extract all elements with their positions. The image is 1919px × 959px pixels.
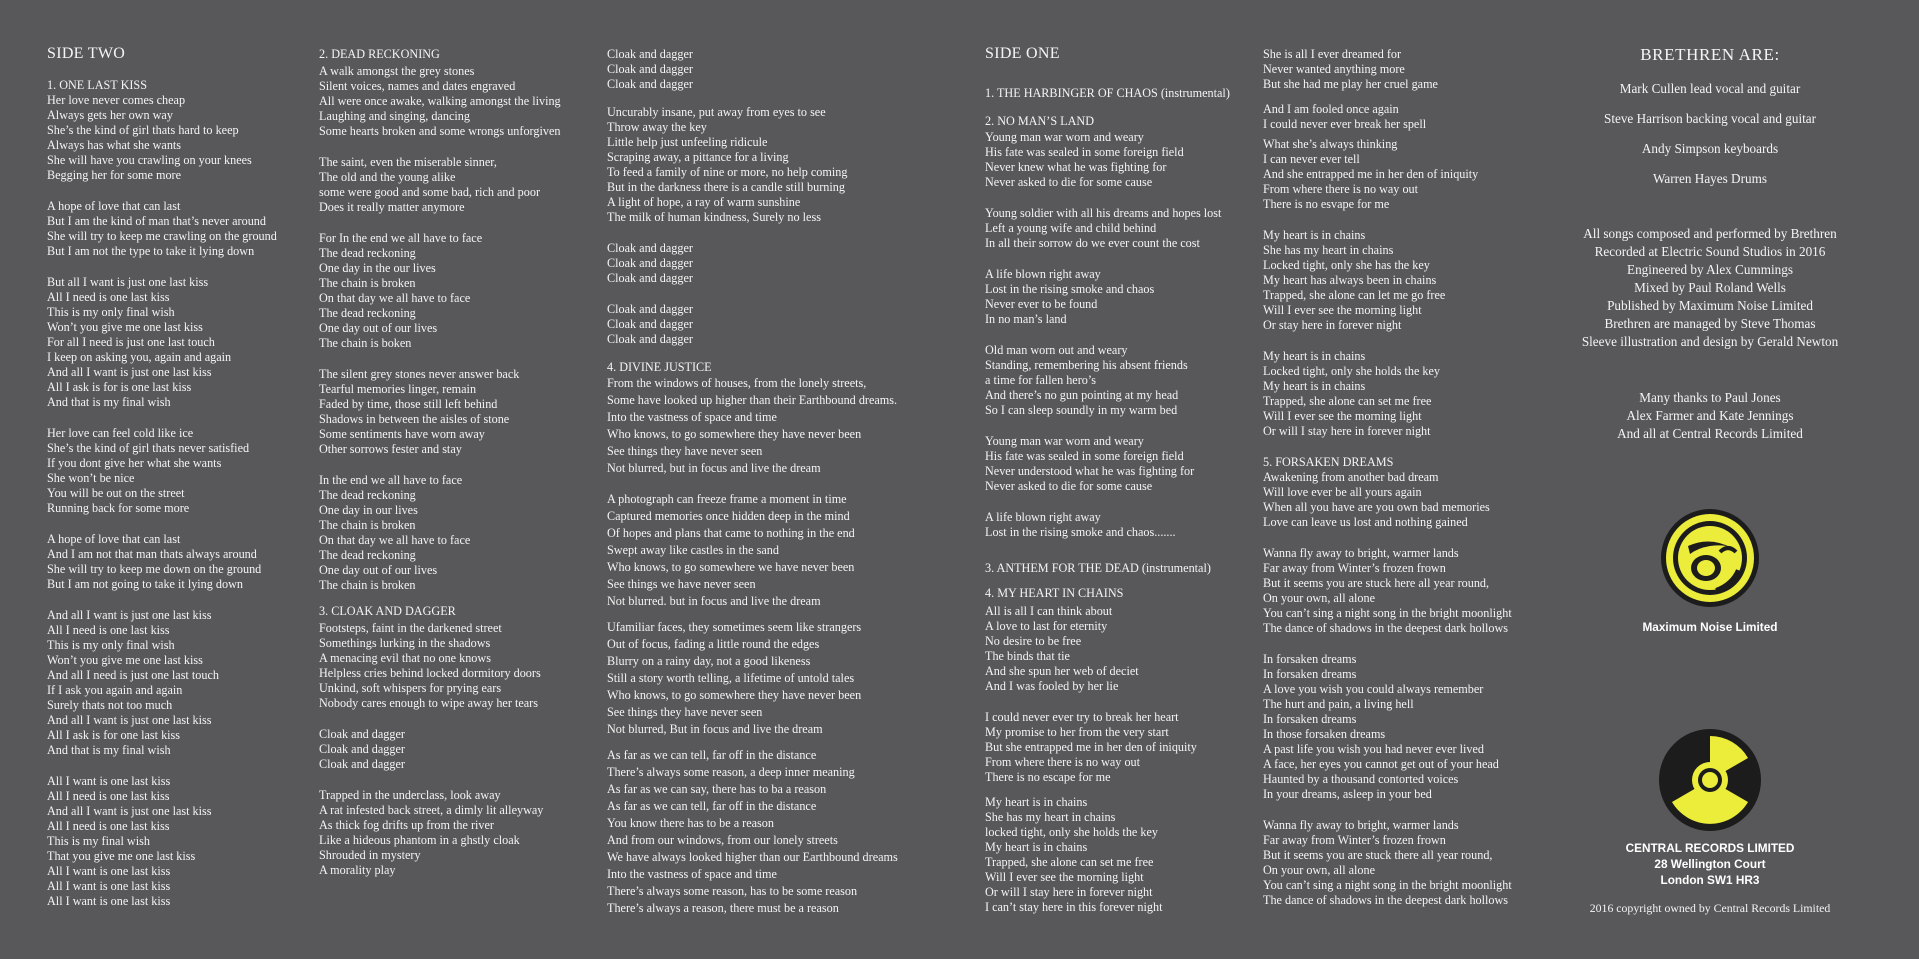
credit-line: Mixed by Paul Roland Wells [1634,280,1786,295]
lyric-line: Not blurred, But in focus and live the dream [607,722,823,736]
lyric-line: Blurry on a rainy day, not a good likeness [607,654,811,668]
lyric-line: My heart is in chains [985,795,1088,809]
lyric-line: But I am not going to take it lying down [47,577,243,591]
lyric-line: All is all I can think about [985,604,1113,618]
lyric-line: I could never ever try to break her heart [985,710,1179,724]
lyric-line: She’s the kind of girl thats never satisfied [47,441,250,455]
lyric-line: Not blurred, but in focus and live the dream [607,461,821,475]
lyric-line: When all you have are you own bad memories [1263,500,1490,514]
lyric-line: The dance of shadows in the deepest dark hollows [1263,621,1509,635]
lyric-line: But it seems you are stuck here all year round, [1263,576,1490,590]
lyric-line: One day out of our lives [319,321,438,335]
lyric-line: 5. FORSAKEN DREAMS [1263,455,1394,469]
lyric-line: Some sentiments have worn away [319,427,485,441]
lyric-line: The binds that tie [985,649,1070,663]
lyric-line: All I want is one last kiss [47,774,171,788]
lyric-line: A life blown right away [985,267,1101,281]
lyric-line: On your own, all alone [1263,863,1376,877]
lyric-line: The hurt and pain, a living hell [1263,697,1414,711]
lyric-line: Her love never comes cheap [47,93,186,107]
lyric-line: In no man’s land [985,312,1067,326]
vinyl-record-icon [1658,728,1762,832]
lyric-line: A hope of love that can last [47,199,181,213]
lyric-line: One day in our lives [319,503,418,517]
lyric-line: And she spun her web of deciet [985,664,1139,678]
lyric-line: A hope of love that can last [47,532,181,546]
lyric-line: A menacing evil that no one knows [319,651,491,665]
lyric-line: Some hearts broken and some wrongs unforgiven [319,124,561,138]
lyric-line: Out of focus, fading a little round the edges [607,637,820,651]
lyric-line: The chain is boken [319,336,412,350]
credit-line: Published by Maximum Noise Limited [1607,298,1813,313]
lyric-line: To feed a family of nine or more, no help coming [607,165,848,179]
lyric-line: Of hopes and plans that came to nothing in the end [607,526,855,540]
lyric-line: From where there is no way out [1263,182,1419,196]
lyric-line: In those forsaken dreams [1263,727,1386,741]
lyric-line: This is my only final wish [47,638,175,652]
lyric-line: A morality play [319,863,396,877]
lyric-line: Haunted by a thousand contorted voices [1263,772,1459,786]
lyric-line: Cloak and dagger [319,757,405,771]
lyric-line: My heart is in chains [985,840,1088,854]
lyric-line: Never knew what he was fighting for [985,160,1167,174]
lyric-line: Silent voices, names and dates engraved [319,79,516,93]
lyric-line: For all I need is just one last touch [47,335,215,349]
lyric-line: All I ask is for is one last kiss [47,380,192,394]
lyric-line: She will have you crawling on your knees [47,153,252,167]
lyric-line: Never understood what he was fighting for [985,464,1195,478]
lyric-line: His fate was sealed in some foreign field [985,145,1184,159]
lyric-line: 2. DEAD RECKONING [319,47,440,61]
lyric-line: Locked tight, only she has the key [1263,258,1430,272]
lyric-line: Trapped in the underclass, look away [319,788,501,802]
lyric-line: All I need is one last kiss [47,789,170,803]
lyric-line: Cloak and dagger [607,332,693,346]
lyric-line: For In the end we all have to face [319,231,483,245]
lyric-line: But in the darkness there is a candle still burning [607,180,845,194]
lyric-line: Or stay here in forever night [1263,318,1402,332]
lyric-line: The silent grey stones never answer back [319,367,520,381]
lyric-line: Young soldier with all his dreams and hopes lost [985,206,1222,220]
lyric-line: Young man war worn and weary [985,434,1144,448]
central-records-address [1555,840,1865,888]
lyric-line: If I ask you again and again [47,683,183,697]
lyric-line: Cloak and dagger [607,256,693,270]
lyric-line: All I want is one last kiss [47,864,171,878]
lyric-line: Cloak and dagger [607,317,693,331]
lyric-line: Will I ever see the morning light [1263,303,1422,317]
lyric-line: She will try to keep me crawling on the ground [47,229,277,243]
lyric-line: Ufamiliar faces, they sometimes seem like strangers [607,620,862,634]
lyric-line: The chain is broken [319,518,416,532]
lyric-line: 4. MY HEART IN CHAINS [985,586,1124,600]
lyric-line: Never wanted anything more [1263,62,1405,76]
lyric-line: Begging her for some more [47,168,182,182]
lyric-line: All I need is one last kiss [47,623,170,637]
lyric-line: My heart has always been in chains [1263,273,1437,287]
lyric-line: Other sorrows fester and stay [319,442,462,456]
lyric-line: From the windows of houses, from the lonely streets, [607,376,867,390]
lyric-line: 1. THE HARBINGER OF CHAOS (instrumental) [985,86,1230,100]
lyric-line: And all I need is just one last touch [47,668,219,682]
lyric-line: Never asked to die for some cause [985,175,1153,189]
lyric-line: Who knows, to go somewhere we have never been [607,560,855,574]
lyric-line: Love can leave us lost and nothing gained [1263,515,1468,529]
lyric-line: My heart is in chains [1263,379,1366,393]
lyric-line: A past life you wish you had never ever lived [1263,742,1485,756]
lyric-line: As far as we can tell, far off in the distance [607,799,817,813]
lyric-line: All were once awake, walking amongst the living [319,94,561,108]
lyric-line: In forsaken dreams [1263,652,1357,666]
lyric-line: some were good and some bad, rich and poor [319,185,541,199]
lyric-line: On that day we all have to face [319,291,471,305]
lyric-line: Never ever to be found [985,297,1098,311]
lyric-line: locked tight, only she holds the key [985,825,1158,839]
lyric-line: She has my heart in chains [1263,243,1394,257]
credit-line: Sleeve illustration and design by Gerald Newton [1581,334,1839,349]
lyric-line: The dead reckoning [319,246,416,260]
central-records-name: CENTRAL RECORDS LIMITED [1625,841,1795,855]
lyric-line: My promise to her from the very start [985,725,1169,739]
lyric-line: There’s always some reason, a deep inner meaning [607,765,855,779]
band-member-line: Warren Hayes Drums [1653,171,1767,186]
lyric-line: She is all I ever dreamed for [1263,47,1402,61]
band-member-line: Mark Cullen lead vocal and guitar [1619,81,1801,96]
lyric-line: All I need is one last kiss [47,819,170,833]
lyric-line: All I ask is for one last kiss [47,728,181,742]
lyric-line: There is no escape for me [985,770,1111,784]
lyric-line: And all I want is just one last kiss [47,608,212,622]
lyric-line: So I can sleep soundly in my warm bed [985,403,1178,417]
lyric-line: Running back for some more [47,501,190,515]
credit-line: Recorded at Electric Sound Studios in 2016 [1594,244,1826,259]
lyric-line: A love you wish you could always remember [1263,682,1484,696]
lyric-line: Her love can feel cold like ice [47,426,194,440]
lyric-line: Swept away like castles in the sand [607,543,779,557]
lyric-line: This is my final wish [47,834,150,848]
lyric-line: On that day we all have to face [319,533,471,547]
lyric-line: And that is my final wish [47,743,171,757]
lyric-line: Will love ever be all yours again [1263,485,1422,499]
lyric-line: Trapped, she alone can set me free [1263,394,1432,408]
central-records-logo [1555,728,1865,832]
lyric-line: And all I want is just one last kiss [47,365,212,379]
lyric-line: All I want is one last kiss [47,894,171,908]
lyric-line: In forsaken dreams [1263,667,1357,681]
lyric-line: The dead reckoning [319,548,416,562]
maximum-noise-logo [1555,508,1865,634]
lyric-line: Always gets her own way [47,108,173,122]
lyric-line: Does it really matter anymore [319,200,465,214]
lyric-line: Far away from Winter’s frozen frown [1263,833,1446,847]
lyric-line: Wanna fly away to bright, warmer lands [1263,546,1459,560]
lyric-line: Will I ever see the morning light [1263,409,1422,423]
lyric-line: But she entrapped me in her den of iniquity [985,740,1197,754]
lyric-line: The milk of human kindness, Surely no less [607,210,821,224]
side-two-title: SIDE TWO [47,45,126,62]
lyric-line: Who knows, to go somewhere they have never been [607,688,862,702]
lyric-line: My heart is in chains [1263,349,1366,363]
lyric-line: 3. CLOAK AND DAGGER [319,604,456,618]
brethren-title: BRETHREN ARE: [1640,45,1780,64]
credit-line: All songs composed and performed by Brethren [1583,226,1837,241]
lyric-line: One day in the our lives [319,261,436,275]
lyric-line: Lost in the rising smoke and chaos [985,282,1155,296]
lyric-line: Far away from Winter’s frozen frown [1263,561,1446,575]
lyric-line: And there’s no gun pointing at my head [985,388,1179,402]
lyric-line: Throw away the key [607,120,707,134]
lyric-line: A life blown right away [985,510,1101,524]
lyric-line: We have always looked higher than our Earthbound dreams [607,850,898,864]
lyric-line: Captured memories once hidden deep in the mind [607,509,850,523]
lyric-line: 1. ONE LAST KISS [47,78,147,92]
lyric-line: Will I ever see the morning light [985,870,1144,884]
lyric-line: I keep on asking you, again and again [47,350,232,364]
lyric-line: 2. NO MAN’S LAND [985,114,1095,128]
lyric-line: Little help just unfeeling ridicule [607,135,768,149]
lyric-line: But she had me play her cruel game [1263,77,1438,91]
lyric-line: See things we have never seen [607,577,756,591]
lyric-line: And all I want is just one last kiss [47,713,212,727]
lyric-line: From where there is no way out [985,755,1141,769]
lyric-line: Awakening from another bad dream [1263,470,1439,484]
lyric-line: A photograph can freeze frame a moment in time [607,492,847,506]
central-records-city: London SW1 HR3 [1660,873,1760,887]
lyric-line: The chain is broken [319,276,416,290]
central-records-street: 28 Wellington Court [1654,857,1766,871]
lyric-line: Cloak and dagger [607,77,693,91]
lyric-line: Cloak and dagger [607,271,693,285]
lyric-line: This is my only final wish [47,305,175,319]
lyric-line: Uncurably insane, put away from eyes to see [607,105,826,119]
lyric-line: Won’t you give me one last kiss [47,653,203,667]
lyric-line: Laughing and singing, dancing [319,109,470,123]
lyric-line: Standing, remembering his absent friends [985,358,1188,372]
lyric-line: In forsaken dreams [1263,712,1357,726]
lyric-line: I can’t stay here in this forever night [985,900,1163,914]
lyric-line: A walk amongst the grey stones [319,64,475,78]
lyric-line: As thick fog drifts up from the river [319,818,494,832]
lyric-line: Or will I stay here in forever night [985,885,1153,899]
lyric-line: And I was fooled by her lie [985,679,1119,693]
side-one-title: SIDE ONE [985,45,1060,62]
lyric-line: Won’t you give me one last kiss [47,320,203,334]
band-member-line: Andy Simpson keyboards [1641,141,1779,156]
lyric-line: Tearful memories linger, remain [319,382,477,396]
lyric-line: One day out of our lives [319,563,438,577]
lyric-line: Or will I stay here in forever night [1263,424,1431,438]
lyric-line: But all I want is just one last kiss [47,275,209,289]
lyric-line: You know there has to be a reason [607,816,774,830]
lyric-line: Surely thats not too much [47,698,173,712]
lyric-line: Scraping away, a pittance for a living [607,150,789,164]
lyric-line: Left a young wife and child behind [985,221,1157,235]
credit-line: Brethren are managed by Steve Thomas [1604,316,1816,331]
lyric-line: Footsteps, faint in the darkened street [319,621,502,635]
lyric-line: She will try to keep me down on the ground [47,562,262,576]
lyric-line: A rat infested back street, a dimly lit alleyway [319,803,544,817]
lyric-line: The dead reckoning [319,306,416,320]
lyric-line: And from our windows, from our lonely streets [607,833,838,847]
thanks-line: Many thanks to Paul Jones [1639,390,1781,405]
maximum-noise-label: Maximum Noise Limited [1642,620,1778,634]
lyric-line: There’s always a reason, there must be a reason [607,901,839,915]
lyric-line: 4. DIVINE JUSTICE [607,360,712,374]
lyric-line: And all I want is just one last kiss [47,804,212,818]
band-member-line: Steve Harrison backing vocal and guitar [1603,111,1817,126]
lyric-line: There is no esvape for me [1263,197,1390,211]
lyric-line: And I am fooled once again [1263,102,1399,116]
lyric-line: What she’s always thinking [1263,137,1398,151]
lyric-line: She won’t be nice [47,471,135,485]
lyric-line: The saint, even the miserable sinner, [319,155,497,169]
lyric-line: Lost in the rising smoke and chaos....... [985,525,1176,539]
lyric-line: That you give me one last kiss [47,849,196,863]
lyric-line: Wanna fly away to bright, warmer lands [1263,818,1459,832]
lyric-line: Cloak and dagger [319,742,405,756]
lyric-line: Cloak and dagger [607,47,693,61]
lyric-line: I can never ever tell [1263,152,1360,166]
thanks-line: And all at Central Records Limited [1617,426,1803,441]
lyric-line: Unkind, soft whispers for prying ears [319,681,502,695]
lyric-line: Faded by time, those still left behind [319,397,498,411]
lyric-line: His fate was sealed in some foreign field [985,449,1184,463]
lyric-line: No desire to be free [985,634,1082,648]
lyric-line: In the end we all have to face [319,473,463,487]
lyric-line: As far as we can tell, far off in the distance [607,748,817,762]
lyric-line: If you dont give her what she wants [47,456,222,470]
lyric-line: Never asked to die for some cause [985,479,1153,493]
lyric-line: Who knows, to go somewhere they have never been [607,427,862,441]
lyric-line: Shrouded in mystery [319,848,421,862]
lyric-line: A love to last for eternity [985,619,1108,633]
lyric-line: My heart is in chains [1263,228,1366,242]
lyric-line: Into the vastness of space and time [607,410,777,424]
lyric-line: You will be out on the street [47,486,185,500]
lyric-line: Nobody cares enough to wipe away her tears [319,696,538,710]
lyric-line: Trapped, she alone can let me go free [1263,288,1446,302]
lyric-line: 3. ANTHEM FOR THE DEAD (instrumental) [985,561,1211,575]
lyric-line: Cloak and dagger [607,241,693,255]
lyric-line: Cloak and dagger [607,302,693,316]
copyright-notice: 2016 copyright owned by Central Records Limited [1589,901,1831,915]
lyric-line: Not blurred. but in focus and live the dream [607,594,821,608]
lyric-line: See things they have never seen [607,444,763,458]
lyric-line: A face, her eyes you cannot get out of your head [1263,757,1499,771]
credit-line: Engineered by Alex Cummings [1627,262,1793,277]
maximum-noise-emblem-icon [1660,508,1760,608]
lyric-line: And I am not that man thats always around [47,547,257,561]
lyric-line: Old man worn out and weary [985,343,1128,357]
lyric-line: The dead reckoning [319,488,416,502]
lyric-line: There’s always some reason, has to be some reason [607,884,858,898]
lyric-line: All I want is one last kiss [47,879,171,893]
lyric-line: And she entrapped me in her den of iniquity [1263,167,1479,181]
lyric-line: Young man war worn and weary [985,130,1144,144]
lyric-line: See things they have never seen [607,705,763,719]
lyric-line: Locked tight, only she holds the key [1263,364,1441,378]
lyric-line: In all their sorrow do we ever count the cost [985,236,1200,250]
lyric-line: The old and the young alike [319,170,456,184]
lyric-line: But I am not the type to take it lying down [47,244,255,258]
lyric-line: a time for fallen hero’s [985,373,1096,387]
lyric-line: The dance of shadows in the deepest dark hollows [1263,893,1509,907]
lyric-line: You can’t sing a night song in the bright moonlight [1263,878,1512,892]
lyric-line: She has my heart in chains [985,810,1116,824]
lyric-line: Cloak and dagger [607,62,693,76]
lyric-line: Trapped, she alone can set me free [985,855,1154,869]
lyric-line: The chain is broken [319,578,416,592]
lyric-line: She’s the kind of girl thats hard to keep [47,123,239,137]
lyric-line: Some have looked up higher than their Earthbound dreams. [607,393,898,407]
lyric-line: But I am the kind of man that’s never around [47,214,266,228]
lyric-line: But it seems you are stuck there all year round, [1263,848,1493,862]
lyric-line: Helpless cries behind locked dormitory doors [319,666,541,680]
lyric-line: Shadows in between the aisles of stone [319,412,510,426]
lyric-line: As far as we can say, there has to ba a reason [607,782,827,796]
lyric-line: Like a hideous phantom in a ghstly cloak [319,833,520,847]
lyric-line: Still a story worth telling, a lifetime of untold tales [607,671,855,685]
lyric-line: I could never ever break her spell [1263,117,1427,131]
lyric-line: A light of hope, a ray of warm sunshine [607,195,801,209]
lyric-line: Somethings lurking in the shadows [319,636,491,650]
thanks-line: Alex Farmer and Kate Jennings [1626,408,1794,423]
lyric-line: On your own, all alone [1263,591,1376,605]
lyric-line: In your dreams, asleep in your bed [1263,787,1432,801]
lyric-line: Always has what she wants [47,138,182,152]
lyric-line: All I need is one last kiss [47,290,170,304]
lyric-line: And that is my final wish [47,395,171,409]
lyric-line: Cloak and dagger [319,727,405,741]
lyric-line: Into the vastness of space and time [607,867,777,881]
lyric-line: You can’t sing a night song in the bright moonlight [1263,606,1512,620]
